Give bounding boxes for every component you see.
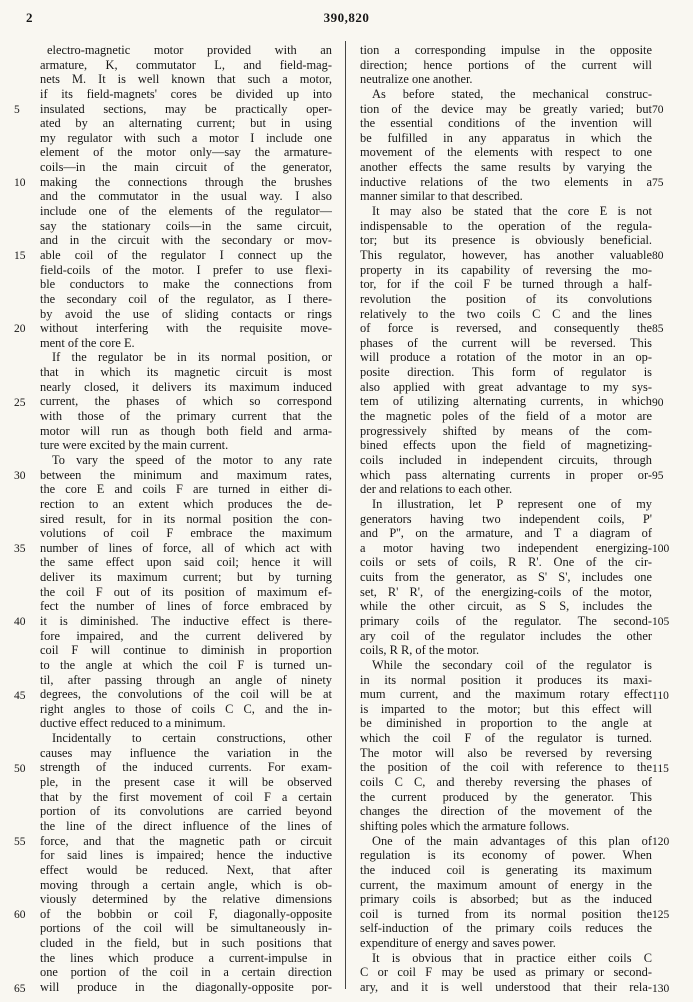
text-line: coils C C, and thereby reversing the phases of bbox=[360, 775, 652, 790]
text-line: current, the maximum amount of energy in the bbox=[360, 877, 652, 892]
text-line: inductive relations of the two elements in a bbox=[360, 174, 652, 189]
text-line: coil F will continue to diminish in proportion bbox=[40, 643, 332, 658]
text-line: the secondary coil of the regulator, as I there- bbox=[40, 291, 332, 306]
text-line: neutralize one another. bbox=[360, 72, 473, 87]
text-line: moving through a certain angle, which is ob- bbox=[40, 877, 332, 892]
text-line: which the coil F of the regulator is turned. bbox=[360, 731, 652, 746]
text-line: motor will run as though both field and arma- bbox=[40, 423, 332, 438]
text-line: rection to an extent which produces the de- bbox=[40, 496, 332, 511]
text-line: sired result, for in its normal position the con- bbox=[40, 511, 332, 526]
text-line: right angles to those of coils C C, and the in- bbox=[40, 701, 332, 716]
text-line: indispensable to the operation of the regula- bbox=[360, 218, 652, 233]
text-line: bined effects upon the field of magnetizing- bbox=[360, 438, 652, 453]
line-number-marker: 80 bbox=[652, 250, 664, 263]
text-line: ary, and it is well understood that their rela- bbox=[360, 980, 652, 994]
line-number-marker: 55 bbox=[14, 836, 26, 849]
text-line: movement of the elements with respect to one bbox=[360, 145, 652, 160]
text-line: ary coil of the regulator includes the other bbox=[360, 628, 652, 643]
text-line: tem of utilizing alternating currents, in which bbox=[360, 394, 652, 409]
text-line: nets M. It is well known that such a motor, bbox=[40, 72, 332, 87]
text-line: In illustration, let P represent one of my bbox=[372, 496, 652, 511]
text-line: the induced coil is generating its maximum bbox=[360, 862, 652, 877]
text-line: force, and that the magnetic path or circuit bbox=[40, 833, 332, 848]
text-line: C or coil F may be used as primary or second- bbox=[360, 965, 652, 980]
line-number-marker: 15 bbox=[14, 250, 26, 263]
line-number-marker: 5 bbox=[14, 103, 20, 116]
text-line: As before stated, the mechanical construc- bbox=[372, 86, 652, 101]
text-line: ment of the core E. bbox=[40, 335, 135, 350]
line-number-marker: 85 bbox=[652, 323, 664, 336]
text-line: coil is turned from its normal position the bbox=[360, 906, 652, 921]
line-number-marker: 100 bbox=[652, 543, 670, 556]
line-number-marker: 35 bbox=[14, 543, 26, 556]
text-line: der and relations to each other. bbox=[360, 482, 513, 497]
text-line: the core E and coils F are turned in either di- bbox=[40, 482, 332, 497]
text-line: coils or sets of coils, R R'. One of the cir- bbox=[360, 555, 652, 570]
line-number-marker: 45 bbox=[14, 689, 26, 702]
text-line: While the secondary coil of the regulator is bbox=[372, 657, 652, 672]
text-line: fore impaired, and the current delivered by bbox=[40, 628, 332, 643]
text-line: with those of the primary current that the bbox=[40, 409, 332, 424]
text-line: and P'', on the armature, and T a diagram of bbox=[360, 526, 652, 541]
line-number-marker: 95 bbox=[652, 469, 664, 482]
text-line: primary coils is absorbed; but as the induced bbox=[360, 892, 652, 907]
text-line: coils, R R, of the motor. bbox=[360, 643, 480, 658]
text-line: field-coils of the motor. I prefer to use flexi- bbox=[40, 262, 332, 277]
text-line: volutions of coil F embrace the maximum bbox=[40, 526, 332, 541]
column-divider bbox=[345, 41, 346, 989]
line-number-marker: 65 bbox=[14, 982, 26, 995]
text-line: tor; but its presence is obviously beneficial. bbox=[360, 233, 652, 248]
text-line: cluded in the field, but in such positions that bbox=[40, 936, 332, 951]
text-line: include one of the elements of the regulator— bbox=[40, 204, 332, 219]
text-line: progressively shifted by means of the com- bbox=[360, 423, 652, 438]
text-line: of force is reversed, and consequently the bbox=[360, 321, 652, 336]
line-number-marker: 105 bbox=[652, 616, 670, 629]
text-line: a motor having two independent energizing- bbox=[360, 540, 652, 555]
text-line: of the bobbin or coil F, diagonally-opposite bbox=[40, 906, 332, 921]
text-line: revolution the position of its convolutions bbox=[360, 291, 652, 306]
text-line: the same effect upon said coil; hence it will bbox=[40, 555, 332, 570]
text-line: if its field-magnets' cores be divided up into bbox=[40, 86, 332, 101]
text-line: tion of the device may be greatly varied; but bbox=[360, 101, 652, 116]
text-line: current, the phases of which so correspond bbox=[40, 394, 332, 409]
line-number-marker: 10 bbox=[14, 176, 26, 189]
text-line: portions of the coil will be simultaneously in- bbox=[40, 921, 332, 936]
text-line: self-induction of the primary coils reduces the bbox=[360, 921, 652, 936]
text-line: one portion of the coil in a certain direction bbox=[40, 965, 332, 980]
text-line: ple, in the present case it will be observed bbox=[40, 775, 332, 790]
text-line: coils included in independent circuits, through bbox=[360, 452, 652, 467]
line-number-marker: 125 bbox=[652, 909, 670, 922]
text-line: for said lines is impaired; hence the inductive bbox=[40, 848, 332, 863]
text-line: cuits from the generator, as S' S', includes one bbox=[360, 570, 652, 585]
text-line: ture were excited by the main current. bbox=[40, 438, 229, 453]
text-line: ated by an alternating current; but in using bbox=[40, 116, 332, 131]
text-line: and the commutator in the usual way. I also bbox=[40, 189, 332, 204]
text-line: expenditure of energy and saves power. bbox=[360, 936, 556, 951]
text-line: be fulfilled in any apparatus in which the bbox=[360, 130, 652, 145]
line-number-marker: 115 bbox=[652, 762, 669, 775]
text-line: It may also be stated that the core E is not bbox=[372, 204, 652, 219]
text-line: between the minimum and maximum rates, bbox=[40, 467, 332, 482]
text-line: One of the main advantages of this plan of bbox=[372, 833, 652, 848]
line-number-marker: 50 bbox=[14, 762, 26, 775]
line-number-marker: 75 bbox=[652, 176, 664, 189]
text-line: say the stationary coils—in the same circuit, bbox=[40, 218, 332, 233]
text-line: will produce a rotation of the motor in an op- bbox=[360, 350, 652, 365]
text-line: Incidentally to certain constructions, other bbox=[52, 731, 332, 746]
text-line: nearly closed, it delivers its maximum induced bbox=[40, 379, 332, 394]
text-line: viously determined by the relative dimensions bbox=[40, 892, 332, 907]
text-line: the essential conditions of the invention will bbox=[360, 116, 652, 131]
line-number-marker: 60 bbox=[14, 909, 26, 922]
text-line: without interfering with the requisite move- bbox=[40, 321, 332, 336]
text-line: the magnetic poles of the field of a motor are bbox=[360, 409, 652, 424]
text-line: my regulator with such a motor I include one bbox=[40, 130, 332, 145]
text-line: posite direction. This form of regulator is bbox=[360, 365, 652, 380]
text-line: the position of the coil with reference to the bbox=[360, 760, 652, 775]
text-line: be diminished in proportion to the angle at bbox=[360, 716, 652, 731]
line-number-marker: 90 bbox=[652, 396, 664, 409]
text-line: If the regulator be in its normal position, or bbox=[52, 350, 332, 365]
text-line: regulation is its economy of power. When bbox=[360, 848, 652, 863]
line-number-marker: 70 bbox=[652, 103, 664, 116]
text-line: property in its capability of reversing the mo- bbox=[360, 262, 652, 277]
text-line: that by the first movement of coil F a certain bbox=[40, 789, 332, 804]
text-line: ductive effect reduced to a minimum. bbox=[40, 716, 226, 731]
text-line: shifting poles which the armature follows. bbox=[360, 818, 570, 833]
text-line: manner similar to that described. bbox=[360, 189, 523, 204]
text-line: electro-magnetic motor provided with an bbox=[47, 43, 332, 57]
text-line: mum current, and the maximum rotary effect bbox=[360, 687, 652, 702]
line-number-marker: 120 bbox=[652, 836, 670, 849]
text-line: tion a corresponding impulse in the opposite bbox=[360, 43, 652, 57]
text-line: another effects the same results by varying the bbox=[360, 160, 652, 175]
text-line: in its normal position it produces its maxi- bbox=[360, 672, 652, 687]
text-line: ble conductors to make the connections from bbox=[40, 277, 332, 292]
text-line: fect the number of lines of force embraced by bbox=[40, 599, 332, 614]
text-line: which pass alternating currents in proper or- bbox=[360, 467, 652, 482]
text-line: causes may influence the variation in the bbox=[40, 745, 332, 760]
text-line: it is diminished. The inductive effect is there- bbox=[40, 613, 332, 628]
text-line: primary coils of the regulator. The second- bbox=[360, 613, 652, 628]
text-line: making the connections through the brushes bbox=[40, 174, 332, 189]
line-number-marker: 20 bbox=[14, 323, 26, 336]
text-line: by avoid the use of sliding contacts or rings bbox=[40, 306, 332, 321]
line-number-marker: 130 bbox=[652, 982, 670, 995]
text-line: This regulator, however, has another valuable bbox=[360, 247, 652, 262]
text-line: It is obvious that in practice either coils C bbox=[372, 950, 652, 965]
text-line: is imparted to the motor; but this effect will bbox=[360, 701, 652, 716]
text-line: while the other circuit, as S S, includes the bbox=[360, 599, 652, 614]
text-line: generators having two independent coils, P' bbox=[360, 511, 652, 526]
text-line: portion of its convolutions are carried beyond bbox=[40, 804, 332, 819]
text-line: set, R' R', of the energizing-coils of the motor, bbox=[360, 584, 652, 599]
text-line: phases of the current will be reversed. This bbox=[360, 335, 652, 350]
text-line: relatively to the two coils C C and the lines bbox=[360, 306, 652, 321]
page-number: 2 bbox=[26, 10, 33, 25]
text-line: that in which its magnetic circuit is most bbox=[40, 365, 332, 380]
right-text-column bbox=[360, 43, 652, 995]
text-line: deliver its maximum current; but by turning bbox=[40, 570, 332, 585]
line-number-marker: 110 bbox=[652, 689, 669, 702]
text-line: The motor will also be reversed by reversing bbox=[360, 745, 652, 760]
text-line: number of lines of force, all of which act with bbox=[40, 540, 332, 555]
text-line: strength of the induced currents. For exam- bbox=[40, 760, 332, 775]
text-line: will produce in the diagonally-opposite por- bbox=[40, 980, 332, 994]
text-line: coils—in the main circuit of the generator, bbox=[40, 160, 332, 175]
text-line: and in the circuit with the secondary or mov- bbox=[40, 233, 332, 248]
line-number-marker: 25 bbox=[14, 396, 26, 409]
text-line: tor, for if the coil F be turned through a half- bbox=[360, 277, 652, 292]
text-line: the current produced by the generator. This bbox=[360, 789, 652, 804]
text-line: element of the motor only—say the armature- bbox=[40, 145, 332, 160]
text-line: direction; hence portions of the current will bbox=[360, 57, 652, 72]
text-line: the line of the direct influence of the lines of bbox=[40, 818, 332, 833]
text-line: the lines which produce a current-impulse in bbox=[40, 950, 332, 965]
text-line: degrees, the convolutions of the coil will be at bbox=[40, 687, 332, 702]
text-line: the coil F out of its position of maximum ef- bbox=[40, 584, 332, 599]
text-line: insulated sections, may be practically oper- bbox=[40, 101, 332, 116]
text-line: armature, K, commutator L, and field-mag- bbox=[40, 57, 332, 72]
line-number-marker: 30 bbox=[14, 469, 26, 482]
text-line: To vary the speed of the motor to any rate bbox=[52, 452, 332, 467]
patent-number: 390,820 bbox=[323, 10, 370, 25]
text-line: effect would be reduced. Next, that after bbox=[40, 862, 332, 877]
text-line: also applied with great advantage to my sys- bbox=[360, 379, 652, 394]
left-text-column bbox=[40, 43, 332, 995]
text-line: til, after passing through an angle of ninety bbox=[40, 672, 332, 687]
text-line: changes the direction of the movement of the bbox=[360, 804, 652, 819]
text-line: to the angle at which the coil F is turned un- bbox=[40, 657, 332, 672]
text-line: able coil of the regulator I connect up the bbox=[40, 247, 332, 262]
line-number-marker: 40 bbox=[14, 616, 26, 629]
